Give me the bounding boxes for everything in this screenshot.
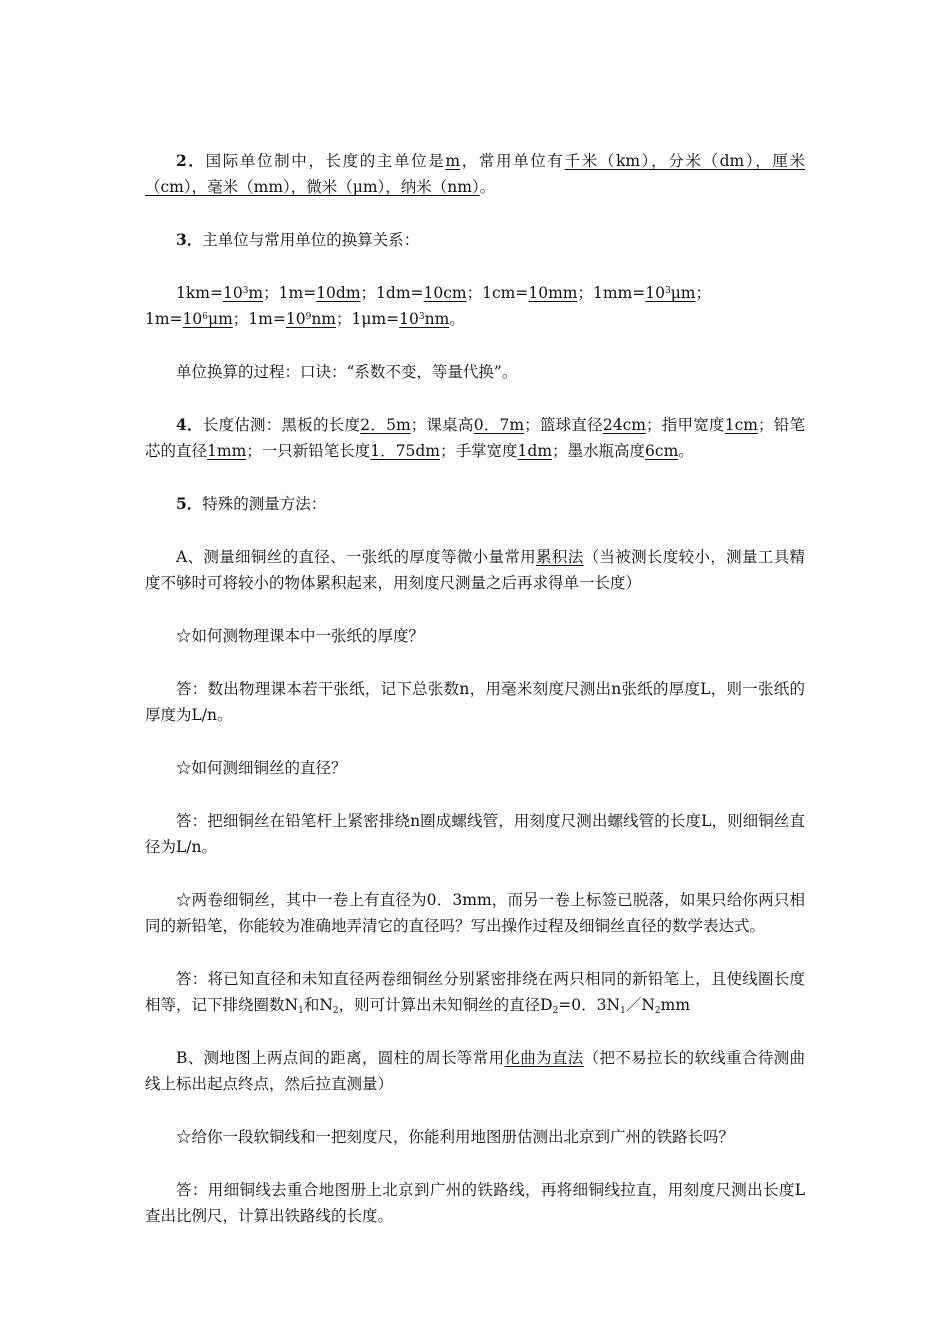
answer-blank: 1．75dm (370, 442, 441, 460)
answer-blank: $10^3nm$ (399, 310, 450, 328)
paragraph-4-estimation: 4．长度估测：黑板的长度2．5m；课桌高0．7m；篮球直径24cm；指甲宽度1cm；铅笔芯的直径1mm；一只新铅笔长度1．75dm；手掌宽度1dm；墨水瓶高度6cm。 (145, 415, 805, 460)
answer-blank: 1cm (724, 416, 758, 434)
conversion-formula: 单位换算的过程：口诀：“系数不变，等量代换”。 (176, 363, 518, 381)
paragraph-3-conversion-title: 3．主单位与常用单位的换算关系： (176, 230, 420, 249)
answer-blank: 0．7m (473, 416, 525, 434)
method-a-accumulation: A、测量细铜丝的直径、一张纸的厚度等微小量常用累积法（当被测长度较小，测量工具精度不够时可将较小的物体累积起来，用刻度尺测量之后再求得单一长度） (145, 548, 805, 592)
question-two-wires: ☆两卷细铜丝，其中一卷上有直径为0．3mm，而另一卷上标签已脱落，如果只给你两只相同的新铅笔，你能较为准确地弄清它的直径吗？写出操作过程及细铜丝直径的数学表达式。 (145, 891, 805, 935)
answer-blank: 10cm (423, 284, 467, 302)
document-body (145, 148, 805, 1256)
answer-blank: $10^3\mu m$ (645, 284, 696, 302)
answer-blank: 24cm (602, 416, 646, 434)
answer-blank: 2．5m (360, 416, 411, 434)
answer-blank: 1mm (207, 442, 247, 460)
answer-blank: $10^9nm$ (285, 310, 337, 328)
answer-blank: $10^3m$ (222, 284, 264, 302)
answer-blank: 千米（km），分米（dm），厘米（cm），毫米（mm），微米（μm），纳米（nm） (145, 152, 805, 196)
answer-blank: 10mm (528, 284, 578, 302)
answer-blank: 10dm (316, 284, 361, 302)
item-number: 2． (176, 151, 206, 170)
paragraph-2-units: 2．国际单位制中，长度的主单位是m，常用单位有千米（km），分米（dm），厘米（cm），毫米（mm），微米（μm），纳米（nm）。 (145, 151, 805, 196)
answer-paper-thickness: 答：数出物理课本若干张纸，记下总张数n，用毫米刻度尺测出n张纸的厚度L，则一张纸的厚度为L/n。 (145, 680, 805, 724)
answer-blank: 1dm (517, 442, 553, 460)
answer-wire-diameter: 答：把细铜丝在铅笔杆上紧密排绕n圈成螺线管，用刻度尺测出螺线管的长度L，则细铜丝直径为L/n。 (145, 812, 805, 856)
conversion-relations: $1km=10^3m$；1m=10dm；1dm=10cm；1cm=10mm；$1mm=10^3\mu m$；$1m=10^6\mu m$；$1m=10^9nm$；$1\mu m=10^3nm$。 (145, 284, 712, 328)
item-number: 5． (176, 494, 203, 513)
answer-railway-length: 答：用细铜线去重合地图册上北京到广州的铁路线，再将细铜线拉直，用刻度尺测出长度L查出比例尺，计算出铁路线的长度。 (145, 1181, 805, 1225)
question-paper-thickness: ☆如何测物理课本中一张纸的厚度？ (176, 627, 425, 645)
item-number: 3． (176, 230, 203, 249)
item-number: 4． (176, 415, 203, 434)
answer-blank: 化曲为直法 (504, 1049, 584, 1067)
answer-blank: $10^6\mu m$ (182, 310, 233, 328)
answer-blank: 6cm (645, 442, 679, 460)
question-railway-length: ☆给你一段软铜线和一把刻度尺，你能利用地图册估测出北京到广州的铁路长吗？ (176, 1128, 735, 1146)
paragraph-5-special-methods: 5．特殊的测量方法： (176, 494, 327, 513)
answer-blank: m (445, 152, 461, 170)
answer-two-wires: 答：将已知直径和未知直径两卷细铜丝分别紧密排绕在两只相同的新铅笔上，且使线圈长度相等，记下排绕圈数$N_1$和$N_2$，则可计算出未知铜丝的直径$D_2=0$．$3N_1/N_2mm$ (145, 970, 805, 1016)
question-wire-diameter: ☆如何测细铜丝的直径？ (176, 759, 347, 777)
method-b-curve-to-straight: B、测地图上两点间的距离，圆柱的周长等常用化曲为直法（把不易拉长的软线重合待测曲线上标出起点终点，然后拉直测量） (145, 1049, 805, 1093)
answer-blank: 累积法 (536, 548, 584, 566)
